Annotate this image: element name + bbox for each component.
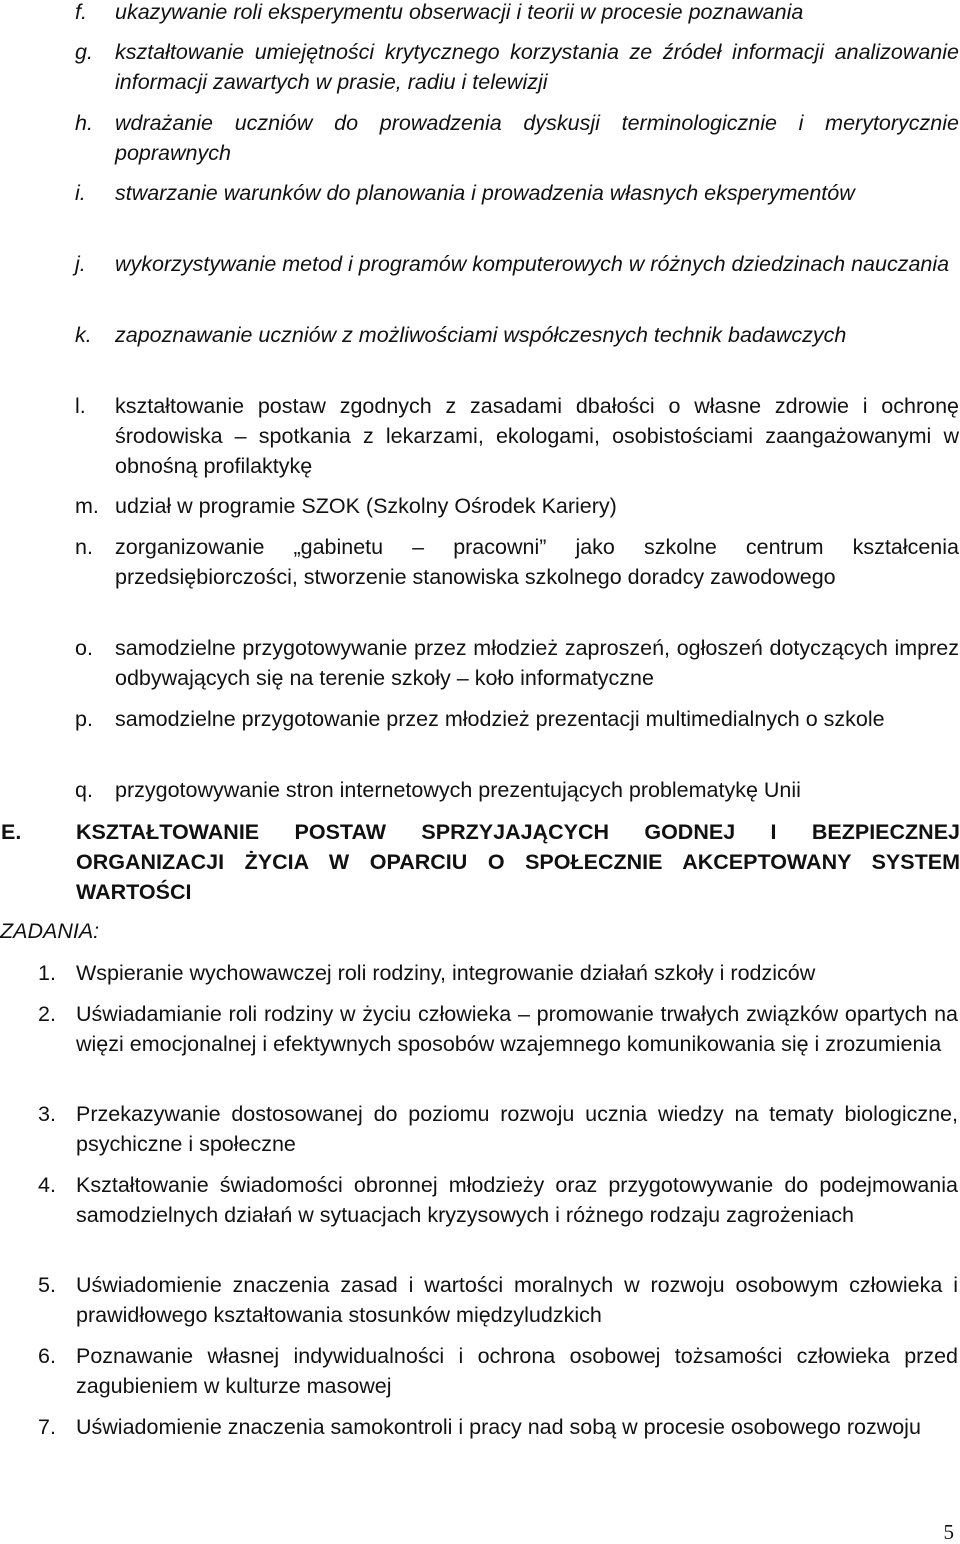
list-item-m xyxy=(75,491,959,521)
task-text: Uświadomienie znaczenia samokontroli i pracy nad sobą w procesie osobowego rozwoju xyxy=(76,1415,921,1439)
list-marker: o. xyxy=(75,636,93,660)
list-marker: j. xyxy=(75,252,86,276)
task-1 xyxy=(38,958,958,988)
task-4 xyxy=(38,1170,958,1230)
list-item-text: zapoznawanie uczniów z możliwościami współczesnych technik badawczych xyxy=(115,323,847,347)
list-item-p xyxy=(75,704,959,734)
list-marker: m. xyxy=(75,494,99,518)
task-text: Kształtowanie świadomości obronnej młodzieży oraz przygotowywanie do podejmowania samodzielnych działań w sytuacjach kryzysowych i różnego rodzaju zagrożeniach xyxy=(76,1173,958,1227)
task-text: Poznawanie własnej indywidualności i ochrona osobowej tożsamości człowieka przed zagubieniem w kulturze masowej xyxy=(76,1344,958,1398)
page-number: 5 xyxy=(943,1520,954,1544)
task-number: 2. xyxy=(38,1002,56,1026)
task-2 xyxy=(38,999,958,1059)
list-item-j xyxy=(75,249,959,279)
list-item-text: kształtowanie umiejętności krytycznego korzystania ze źródeł informacji analizowanie informacji zawartych w prasie, radiu i telewizji xyxy=(115,40,959,94)
list-item-h xyxy=(75,108,959,168)
list-marker: q. xyxy=(75,778,93,802)
list-item-text: wykorzystywanie metod i programów komputerowych w różnych dziedzinach nauczania xyxy=(115,252,950,276)
section-marker: E. xyxy=(1,820,22,844)
task-number: 1. xyxy=(38,961,56,985)
list-item-n xyxy=(75,532,959,592)
task-text: Uświadamianie roli rodziny w życiu człowieka – promowanie trwałych związków opartych na więzi emocjonalnej i efektywnych sposobów wzajemnego komunikowania się i zrozumienia xyxy=(76,1002,958,1056)
list-marker: g. xyxy=(75,40,93,64)
list-item-text: kształtowanie postaw zgodnych z zasadami dbałości o własne zdrowie i ochronę środowiska – spotkania z lekarzami, ekologami, osobistościami zaangażowanymi w obnośną profilaktykę xyxy=(115,394,959,478)
list-item-g xyxy=(75,37,959,97)
list-item-o xyxy=(75,633,959,693)
section-heading xyxy=(0,817,960,907)
list-item-l xyxy=(75,391,959,481)
list-item-k xyxy=(75,320,959,350)
list-marker: n. xyxy=(75,535,93,559)
list-item-text: stwarzanie warunków do planowania i prowadzenia własnych eksperymentów xyxy=(115,181,855,205)
list-marker: i. xyxy=(75,181,86,205)
list-item-text: samodzielne przygotowanie przez młodzież prezentacji multimedialnych o szkole xyxy=(115,707,885,731)
task-text: Przekazywanie dostosowanej do poziomu rozwoju ucznia wiedzy na tematy biologiczne, psychiczne i społeczne xyxy=(76,1102,958,1156)
list-item-text: ukazywanie roli eksperymentu obserwacji i teorii w procesie poznawania xyxy=(115,0,804,24)
section-title: KSZTAŁTOWANIE POSTAW SPRZYJAJĄCYCH GODNEJ I BEZPIECZNEJ ORGANIZACJI ŻYCIA W OPARCIU O SPOŁECZNIE AKCEPTOWANY SYSTEM WARTOŚCI xyxy=(76,820,960,904)
task-5 xyxy=(38,1270,958,1330)
list-item-text: wdrażanie uczniów do prowadzenia dyskusji terminologicznie i merytorycznie poprawnych xyxy=(115,111,959,165)
task-number: 5. xyxy=(38,1273,56,1297)
list-item-text: udział w programie SZOK (Szkolny Ośrodek Kariery) xyxy=(115,494,617,518)
zadania-label: ZADANIA: xyxy=(0,919,100,943)
task-text: Wspieranie wychowawczej roli rodziny, integrowanie działań szkoły i rodziców xyxy=(76,961,816,985)
list-item-i xyxy=(75,178,959,208)
list-marker: p. xyxy=(75,707,93,731)
task-text: Uświadomienie znaczenia zasad i wartości moralnych w rozwoju osobowym człowieka i prawidłowego kształtowania stosunków międzyludzkich xyxy=(76,1273,958,1327)
list-marker: f. xyxy=(75,0,87,24)
list-marker: k. xyxy=(75,323,92,347)
list-item-text: przygotowywanie stron internetowych prezentujących problematykę Unii xyxy=(115,778,801,802)
list-item-text: zorganizowanie „gabinetu – pracowni” jako szkolne centrum kształcenia przedsiębiorczości, stworzenie stanowiska szkolnego doradcy zawodowego xyxy=(115,535,959,589)
list-item-text: samodzielne przygotowywanie przez młodzież zaproszeń, ogłoszeń dotyczących imprez odbywających się na terenie szkoły – koło informatyczne xyxy=(115,636,959,690)
task-number: 4. xyxy=(38,1173,56,1197)
task-3 xyxy=(38,1099,958,1159)
task-6 xyxy=(38,1341,958,1401)
task-number: 6. xyxy=(38,1344,56,1368)
task-number: 3. xyxy=(38,1102,56,1126)
list-marker: l. xyxy=(75,394,86,418)
list-item-f xyxy=(75,0,959,27)
task-number: 7. xyxy=(38,1415,56,1439)
list-marker: h. xyxy=(75,111,93,135)
list-item-q xyxy=(75,775,959,805)
task-7 xyxy=(38,1412,958,1442)
